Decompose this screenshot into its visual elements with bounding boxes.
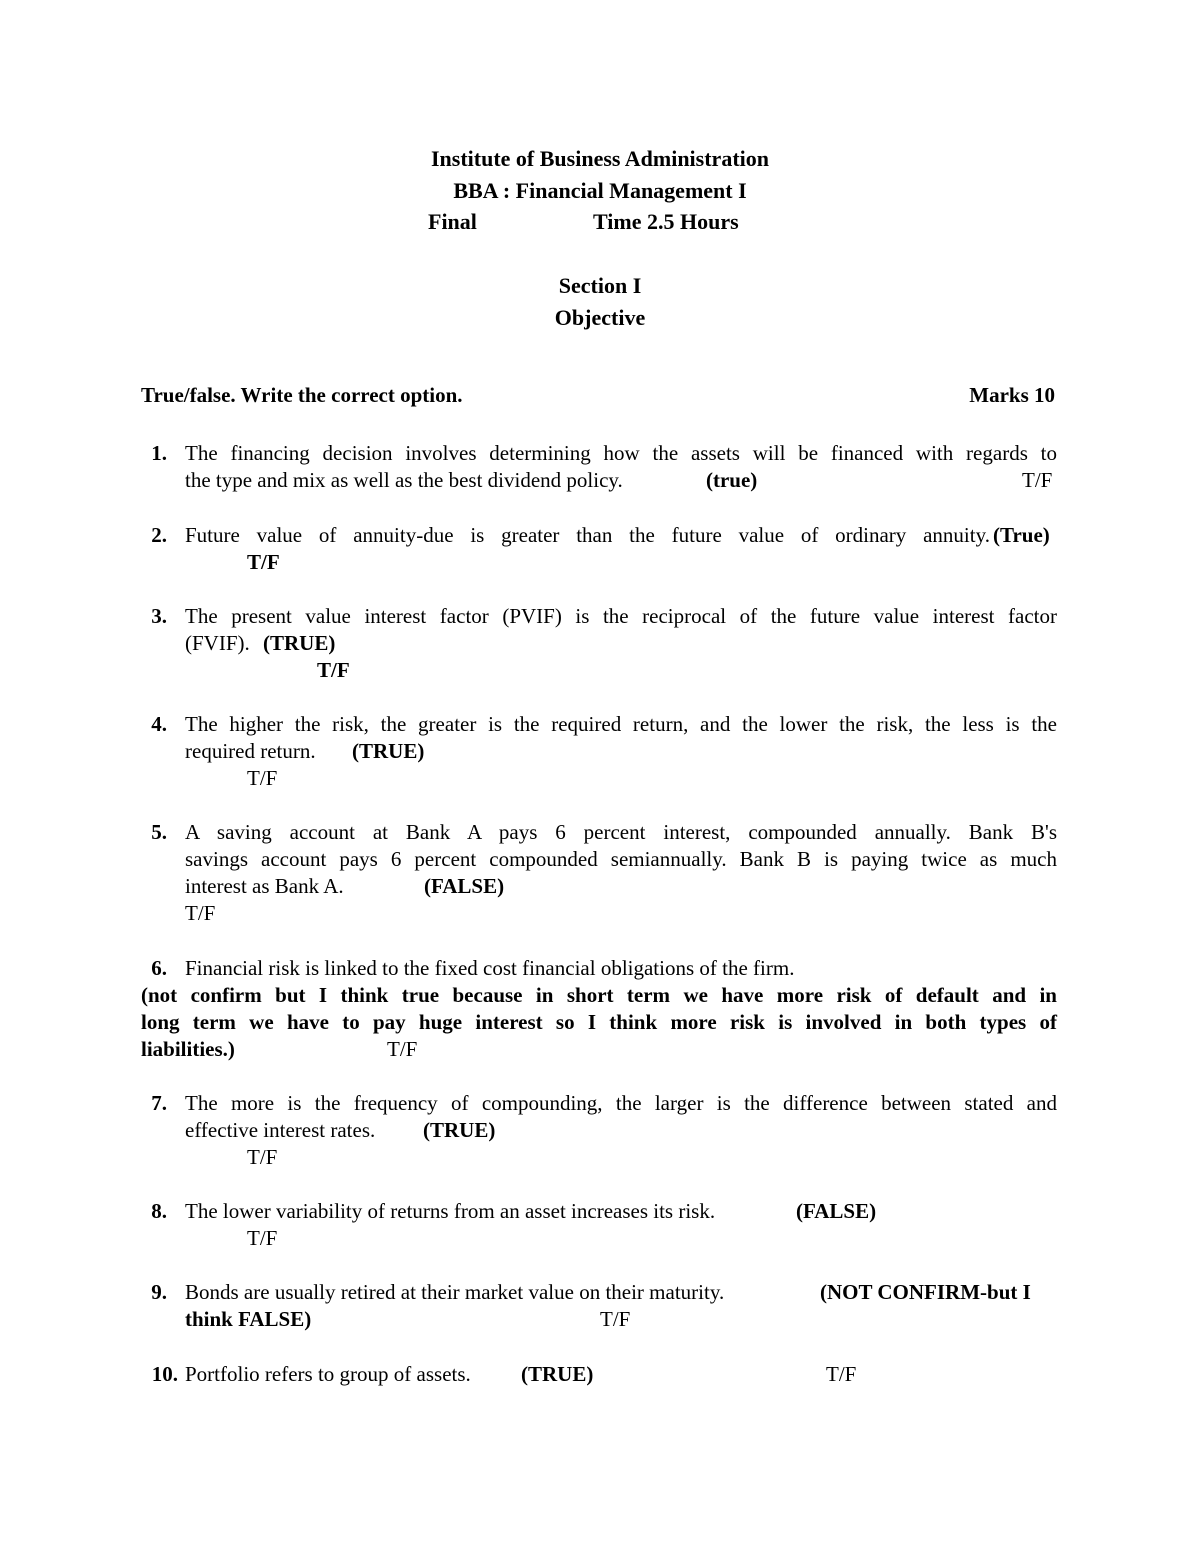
question-number: 2. [151, 523, 167, 547]
question-number: 1. [151, 441, 167, 465]
exam-type: Final [428, 209, 477, 234]
answer: (TRUE) [423, 1118, 496, 1142]
question-text: Future value of annuity-due is greater than the future value of ordinary annuity. [185, 523, 990, 547]
tf-label: T/F [247, 1226, 278, 1250]
institute-title: Institute of Business Administration [430, 146, 769, 171]
answer: think FALSE) [185, 1307, 312, 1331]
answer-comment: (not confirm but I think true because in short term we have more risk of default and in [141, 983, 1057, 1007]
answer: (TRUE) [352, 739, 425, 763]
answer: (TRUE) [263, 631, 336, 655]
answer: (True) [993, 523, 1050, 547]
tf-label: T/F [826, 1362, 857, 1386]
section-type: Objective [554, 305, 646, 330]
tf-label: T/F [317, 658, 350, 682]
question-text: A saving account at Bank A pays 6 percent interest, compounded annually. Bank B's [185, 820, 1057, 844]
question-text: Bonds are usually retired at their market value on their maturity. [185, 1280, 725, 1304]
question-number: 5. [151, 820, 167, 844]
question-text: Financial risk is linked to the fixed cost financial obligations of the firm. [185, 956, 795, 980]
question-text: (FVIF). [185, 631, 250, 655]
question-text: The lower variability of returns from an asset increases its risk. [185, 1199, 716, 1223]
tf-label: T/F [185, 901, 216, 925]
answer: (NOT CONFIRM-but I [820, 1280, 1031, 1304]
question-number: 6. [151, 956, 167, 980]
question-text: The financing decision involves determining how the assets will be financed with regards to [185, 441, 1057, 465]
tf-label: T/F [247, 1145, 278, 1169]
answer-comment: liabilities.) [141, 1037, 235, 1061]
question-number: 9. [151, 1280, 167, 1304]
tf-label: T/F [387, 1037, 418, 1061]
course-title: BBA : Financial Management I [453, 178, 747, 203]
tf-label: T/F [247, 550, 280, 574]
question-text: the type and mix as well as the best dividend policy. [185, 468, 623, 492]
answer: (FALSE) [424, 874, 505, 898]
section-title: Section I [558, 273, 642, 298]
question-text: effective interest rates. [185, 1118, 376, 1142]
answer: (FALSE) [796, 1199, 877, 1223]
marks: Marks 10 [969, 383, 1055, 407]
tf-label: T/F [1022, 468, 1053, 492]
instructions: True/false. Write the correct option. [141, 383, 463, 407]
question-text: Portfolio refers to group of assets. [185, 1362, 471, 1386]
answer-comment: long term we have to pay huge interest so I think more risk is involved in both types of [141, 1010, 1057, 1034]
tf-label: T/F [247, 766, 278, 790]
answer: (true) [706, 468, 758, 492]
question-number: 10. [151, 1362, 178, 1386]
question-text: required return. [185, 739, 316, 763]
question-number: 4. [151, 712, 167, 736]
question-text: The higher the risk, the greater is the required return, and the lower the risk, the less is the [185, 712, 1057, 736]
question-text: The more is the frequency of compounding, the larger is the difference between stated and [185, 1091, 1057, 1115]
question-text: savings account pays 6 percent compounded semiannually. Bank B is paying twice as much [185, 847, 1057, 871]
question-number: 8. [151, 1199, 167, 1223]
question-text: interest as Bank A. [185, 874, 344, 898]
answer: (TRUE) [521, 1362, 594, 1386]
tf-label: T/F [600, 1307, 631, 1331]
exam-time: Time 2.5 Hours [593, 209, 739, 234]
question-number: 3. [151, 604, 167, 628]
question-number: 7. [151, 1091, 167, 1115]
question-text: The present value interest factor (PVIF) is the reciprocal of the future value interest factor [185, 604, 1057, 628]
